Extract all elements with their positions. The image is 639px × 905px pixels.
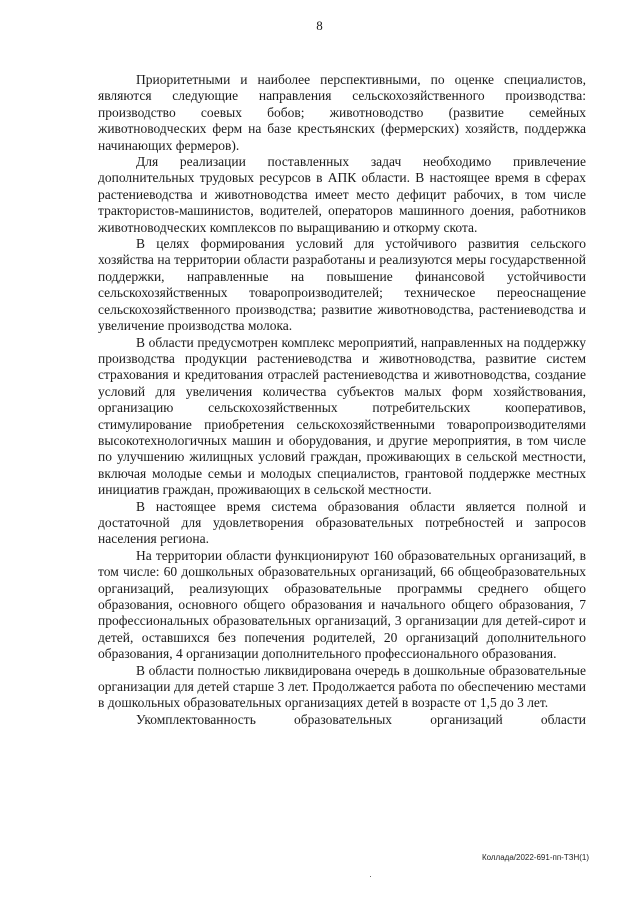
scan-dot [370,876,371,877]
paragraph-preschool-queue: В области полностью ликвидирована очередь в дошкольные образовательные организации для детей старше 3 лет. Продолжается работа по обеспечению местами в дошкольных образовательных организациях детей в возрасте от 1,5 до 3 лет. [98,662,586,711]
paragraph-measures: В области предусмотрен комплекс мероприятий, направленных на поддержку производства продукции растениеводства и животноводства, развитие систем страхования и кредитования отраслей растениеводства и животноводства, создание условий для увеличения количества субъектов малых форм хозяйствования, организацию сельскохозяйственных потребительских кооперативов, стимулирование приобретения сельскохозяйственными товаропроизводителями высокотехнологичных машин и оборудования, и другие мероприятия, в том числе по улучшению жилищных условий граждан, проживающих в сельской местности, включая молодые семьи и молодых специалистов, грантовой поддержке местных инициатив граждан, проживающих в сельской местности. [98,334,586,498]
paragraph-staffing: Укомплектованность образовательных организаций области [136,711,586,727]
paragraph-education-system: В настоящее время система образования области является полной и достаточной для удовлетворения образовательных потребностей и запросов населения региона. [98,498,586,547]
paragraph-education-organizations: На территории области функционируют 160 образовательных организаций, в том числе: 60 дошкольных образовательных организаций, 66 общеобразовательных организаций, реализующих образовательные программы среднего общего образования, основного общего образования и начального общего образования, 7 профессиональных образовательных организаций, 3 организации для детей-сирот и детей, оставшихся без попечения родителей, 20 организаций дополнительного образования, 4 организации дополнительного профессионального образования. [98,547,586,662]
document-body [98,72,586,728]
page-number: 8 [316,18,323,33]
paragraph-priorities: Приоритетными и наиболее перспективными, по оценке специалистов, являются следующие направления сельскохозяйственного производства: производство соевых бобов; животноводство (развитие семейных животноводческих ферм на базе крестьянских (фермерских) хозяйств, поддержка начинающих фермеров). [98,72,586,153]
document-code: Коллада/2022-691-пп-ТЗН(1) [481,853,589,862]
paragraph-state-support: В целях формирования условий для устойчивого развития сельского хозяйства на территории области разработаны и реализуются меры государственной поддержки, направленные на повышение финансовой устойчивости сельскохозяйственных товаропроизводителей; техническое переоснащение сельскохозяйственного производства; развитие животноводства, растениеводства и увеличение производства молока. [98,236,586,334]
paragraph-labor-resources: Для реализации поставленных задач необходимо привлечение дополнительных трудовых ресурсов в АПК области. В настоящее время в сферах растениеводства и животноводства имеет место дефицит рабочих, в том числе трактористов-машинистов, водителей, операторов машинного доения, работников животноводческих комплексов по выращиванию и откорму скота. [98,154,586,235]
